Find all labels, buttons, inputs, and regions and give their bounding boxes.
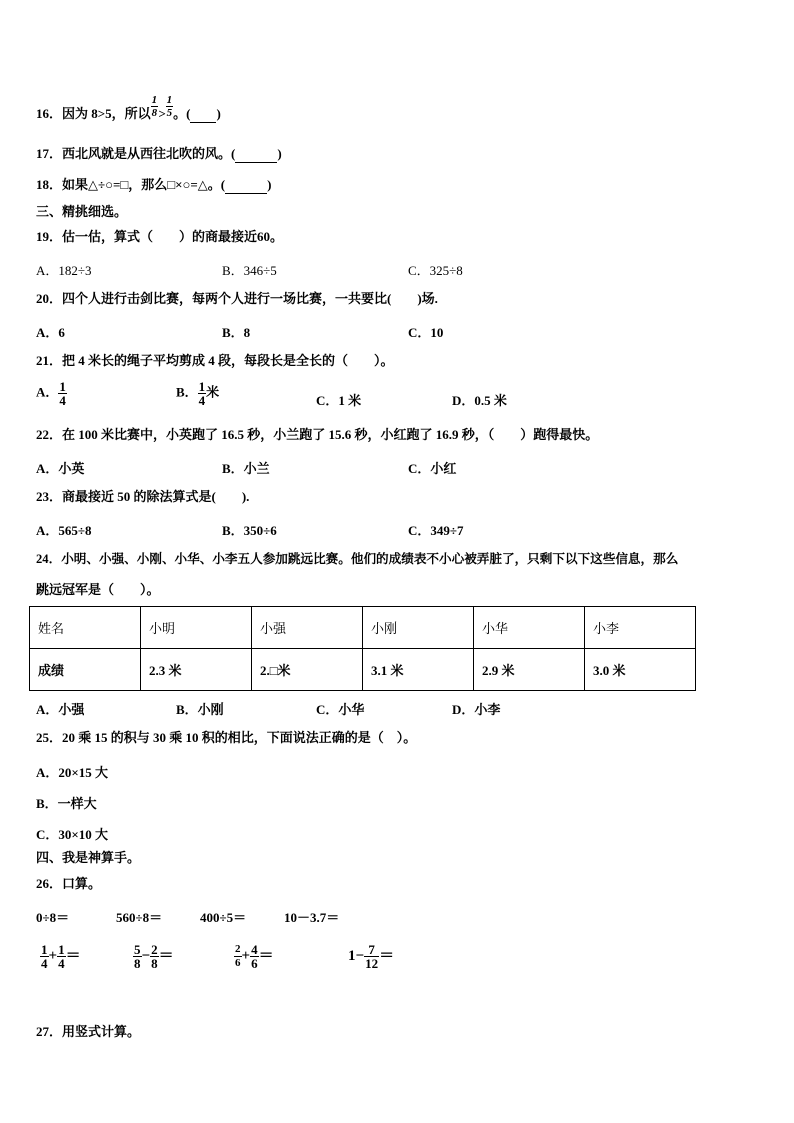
table-cell: 小强 bbox=[251, 607, 362, 649]
fraction-expr-3: $\frac{2}{6}$ + $\frac{4}{6}$ ＝ bbox=[235, 942, 274, 971]
q20-option-a[interactable]: A．6 bbox=[36, 325, 65, 340]
q23-option-c[interactable]: C．349÷7 bbox=[408, 523, 464, 538]
q24-option-c[interactable]: C．小华 bbox=[316, 702, 365, 717]
q24-option-b[interactable]: B．小刚 bbox=[176, 702, 224, 717]
section-3-heading: 三、精挑细选。 bbox=[36, 204, 128, 219]
fraction-expr-1: $\frac{1}{4}$ + $\frac{1}{4}$ ＝ bbox=[41, 942, 81, 971]
q19-option-a[interactable]: A．182÷3 bbox=[36, 263, 92, 278]
table-cell: 2.3 米 bbox=[140, 649, 251, 691]
question-18: 18．如果△÷○=□，那么□×○=△。( ) bbox=[36, 177, 272, 192]
expr-1: 0÷8＝ bbox=[36, 910, 70, 925]
expr-2: 560÷8＝ bbox=[116, 910, 163, 925]
q22-option-b[interactable]: B．小兰 bbox=[222, 461, 270, 476]
question-24-line-2: 跳远冠军是（ ）。 bbox=[36, 582, 160, 597]
table-header-row bbox=[30, 607, 696, 649]
question-27: 27．用竖式计算。 bbox=[36, 1024, 141, 1039]
table-cell: 3.1 米 bbox=[362, 649, 473, 691]
table-cell: 小李 bbox=[584, 607, 695, 649]
q21-option-a[interactable]: A． $\frac{1}{4}$ bbox=[36, 379, 66, 408]
fraction-expr-2: $\frac{5}{8}$ − $\frac{2}{8}$ ＝ bbox=[134, 942, 174, 971]
q22-option-c[interactable]: C．小红 bbox=[408, 461, 457, 476]
q23-option-a[interactable]: A．565÷8 bbox=[36, 523, 92, 538]
q16-prefix: 16．因为 8>5，所以 bbox=[36, 106, 151, 121]
q19-option-c[interactable]: C．325÷8 bbox=[408, 263, 463, 278]
table-cell: 2.□米 bbox=[251, 649, 362, 691]
section-4-heading: 四、我是神算手。 bbox=[36, 850, 141, 865]
q18-answer-blank[interactable] bbox=[225, 177, 267, 194]
question-24-line-1: 24．小明、小强、小刚、小华、小李五人参加跳远比赛。他们的成绩表不小心被弄脏了，只剩下以下这些信息，那么 bbox=[36, 552, 679, 566]
q19-option-b[interactable]: B．346÷5 bbox=[222, 263, 277, 278]
table-row bbox=[30, 649, 696, 691]
q21-option-c[interactable]: C．1 米 bbox=[316, 393, 362, 408]
q24-option-a[interactable]: A．小强 bbox=[36, 702, 85, 717]
results-table bbox=[29, 606, 696, 691]
expr-4: 10－3.7＝ bbox=[284, 910, 340, 925]
question-26: 26．口算。 bbox=[36, 876, 102, 891]
q16-answer-blank[interactable] bbox=[190, 106, 216, 123]
question-23: 23．商最接近 50 的除法算式是( ). bbox=[36, 489, 250, 504]
q24-option-d[interactable]: D．小李 bbox=[452, 702, 501, 717]
fraction-1-8: $\frac{1}{8}$ bbox=[151, 93, 158, 119]
question-22: 22．在 100 米比赛中，小英跑了 16.5 秒，小兰跑了 15.6 秒，小红跑了 16.9 秒，（ ）跑得最快。 bbox=[36, 427, 599, 442]
question-21: 21．把 4 米长的绳子平均剪成 4 段，每段长是全长的（ ）。 bbox=[36, 353, 394, 368]
fraction-1-4: $\frac{1}{4}$ bbox=[198, 379, 206, 408]
q22-option-a[interactable]: A．小英 bbox=[36, 461, 85, 476]
table-cell: 小华 bbox=[473, 607, 584, 649]
q16-suffix: 。( bbox=[173, 106, 191, 121]
q18-text: 18．如果△÷○=□，那么□×○=△。( bbox=[36, 177, 226, 192]
question-17: 17．西北风就是从西往北吹的风。( ) bbox=[36, 146, 282, 161]
question-19: 19．估一估，算式（ ）的商最接近60。 bbox=[36, 229, 284, 244]
q23-option-b[interactable]: B．350÷6 bbox=[222, 523, 277, 538]
question-25: 25．20 乘 15 的积与 30 乘 10 积的相比，下面说法正确的是（ ）。 bbox=[36, 730, 417, 745]
table-cell: 3.0 米 bbox=[584, 649, 695, 691]
fraction-1-4: $\frac{1}{4}$ bbox=[59, 379, 66, 408]
fraction-1-5: $\frac{1}{5}$ bbox=[166, 93, 173, 119]
table-cell: 小刚 bbox=[362, 607, 473, 649]
q21-option-b[interactable]: B． $\frac{1}{4}$ 米 bbox=[176, 379, 220, 408]
table-cell: 姓名 bbox=[30, 607, 141, 649]
q17-answer-blank[interactable] bbox=[235, 146, 277, 163]
q21-option-d[interactable]: D．0.5 米 bbox=[452, 393, 507, 408]
q16-compare: > bbox=[158, 106, 166, 121]
q20-option-b[interactable]: B．8 bbox=[222, 325, 251, 340]
q25-option-a[interactable]: A．20×15 大 bbox=[36, 765, 109, 780]
q17-text: 17．西北风就是从西往北吹的风。( bbox=[36, 146, 236, 161]
fraction-expr-4: 1− $\frac{7}{12}$ ＝ bbox=[348, 942, 395, 971]
table-cell: 小明 bbox=[140, 607, 251, 649]
question-16: 16．因为 8>5，所以 $\frac{1}{8}$ > $\frac{1}{5}$ 。( ) bbox=[36, 93, 221, 121]
q25-option-c[interactable]: C．30×10 大 bbox=[36, 827, 109, 842]
table-cell: 2.9 米 bbox=[473, 649, 584, 691]
table-cell: 成绩 bbox=[30, 649, 141, 691]
expr-3: 400÷5＝ bbox=[200, 910, 247, 925]
q25-option-b[interactable]: B．一样大 bbox=[36, 796, 97, 811]
question-20: 20．四个人进行击剑比赛，每两个人进行一场比赛，一共要比( )场. bbox=[36, 291, 438, 306]
q20-option-c[interactable]: C．10 bbox=[408, 325, 444, 340]
